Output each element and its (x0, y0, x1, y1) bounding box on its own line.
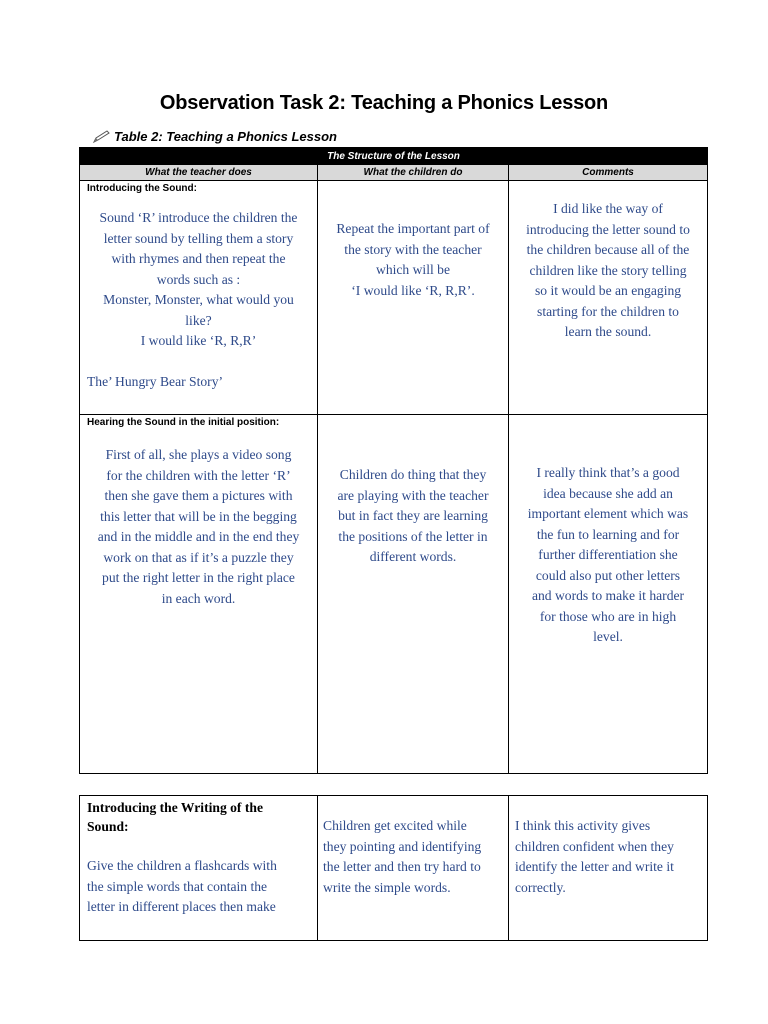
table-row (80, 796, 708, 941)
teacher-cell (80, 796, 318, 941)
text-line: write the simple words. (323, 879, 451, 895)
text-line: words such as : (156, 271, 241, 287)
children-cell (318, 181, 509, 415)
text-line: with rhymes and then repeat the (111, 251, 286, 266)
text-line: they pointing and identifying (323, 838, 482, 854)
text-line: different words. (369, 549, 457, 564)
text-line: for those who are in high (539, 608, 677, 624)
text-line: I did like the way of (553, 201, 663, 216)
text-line: introducing the letter sound to (526, 221, 690, 237)
text-line: important element which was (527, 506, 689, 521)
text-line: I think this activity gives (515, 818, 651, 833)
text-line: children confident when they (515, 838, 674, 854)
text-line: which will be (376, 262, 450, 277)
section-label: Introducing the Sound: (87, 183, 197, 194)
text-line: children like the story telling (529, 262, 687, 278)
text-line: Children do thing that they (339, 467, 487, 482)
text-line: identify the letter and write it (515, 859, 674, 874)
children-cell (318, 796, 509, 941)
text-line: the positions of the letter in (338, 528, 488, 544)
table-caption (92, 129, 337, 144)
text-line: the story with the teacher (344, 241, 482, 257)
text-line: further differentiation she (538, 547, 678, 562)
table-row (80, 181, 708, 415)
caption-text: Table 2: Teaching a Phonics Lesson (114, 129, 337, 144)
text-line: and words to make it harder (531, 588, 685, 603)
column-header: What the children do (318, 165, 509, 181)
text-line: Children get excited while (323, 818, 467, 833)
comment-cell (509, 181, 708, 415)
text-line: Monster, Monster, what would you (103, 292, 294, 307)
text-line: correctly. (515, 879, 566, 895)
children-cell (318, 415, 509, 774)
text-line: this letter that will be in the begging (100, 508, 297, 524)
text-line: but in fact they are learning (338, 508, 488, 523)
text-line: for the children with the letter ‘R’ (106, 467, 291, 483)
comment-cell (509, 415, 708, 774)
text-line: Give the children a flashcards with (87, 858, 277, 873)
text-line: work on that as if it’s a puzzle they (103, 549, 294, 565)
text-line: put the right letter in the right place (102, 570, 295, 585)
text-line: First of all, she plays a video song (105, 447, 292, 462)
structure-heading: The Structure of the Lesson (80, 148, 708, 165)
text-line: level. (593, 629, 623, 644)
pencil-icon (92, 130, 112, 144)
text-line: I would like ‘R, R,R’ (140, 333, 257, 348)
text-line: the letter and then try hard to (323, 859, 481, 874)
text-line: ‘I would like ‘R, R,R’. (351, 282, 475, 298)
section-label: Hearing the Sound in the initial position: (87, 417, 280, 428)
text-line: and in the middle and in the end they (97, 529, 300, 544)
text-line: then she gave them a pictures with (104, 488, 293, 503)
text-line: letter sound by telling them a story (103, 230, 294, 246)
text-line: starting for the children to (537, 303, 679, 319)
text-line: so it would be an engaging (534, 283, 682, 298)
lesson-structure-table (79, 147, 708, 774)
text-line: learn the sound. (564, 324, 652, 339)
text-line: in each word. (161, 590, 236, 606)
text-line: letter in different places then make (87, 899, 276, 914)
text-line: I really think that’s a good (536, 465, 680, 480)
text-line: like? (185, 312, 212, 328)
writing-section-table (79, 795, 708, 941)
text-line: idea because she add an (543, 485, 673, 501)
text-line: are playing with the teacher (337, 487, 489, 503)
comment-cell (509, 796, 708, 941)
text-line: The’ Hungry Bear Story’ (87, 373, 224, 389)
text-line: could also put other letters (535, 567, 681, 583)
text-line: Repeat the important part of (336, 221, 490, 236)
column-header: Comments (509, 165, 708, 181)
teacher-cell (80, 181, 318, 415)
text-line: Sound ‘R’ introduce the children the (99, 210, 298, 225)
text-line: the simple words that contain the (87, 878, 268, 894)
page-title: Observation Task 2: Teaching a Phonics Lesson (159, 92, 609, 114)
column-header: What the teacher does (80, 165, 318, 181)
teacher-cell (80, 415, 318, 774)
text-line: the fun to learning and for (536, 526, 680, 542)
text-line: the children because all of the (526, 242, 690, 257)
table-row (80, 415, 708, 774)
section-label: Introducing the Writing of the Sound: (87, 800, 263, 834)
